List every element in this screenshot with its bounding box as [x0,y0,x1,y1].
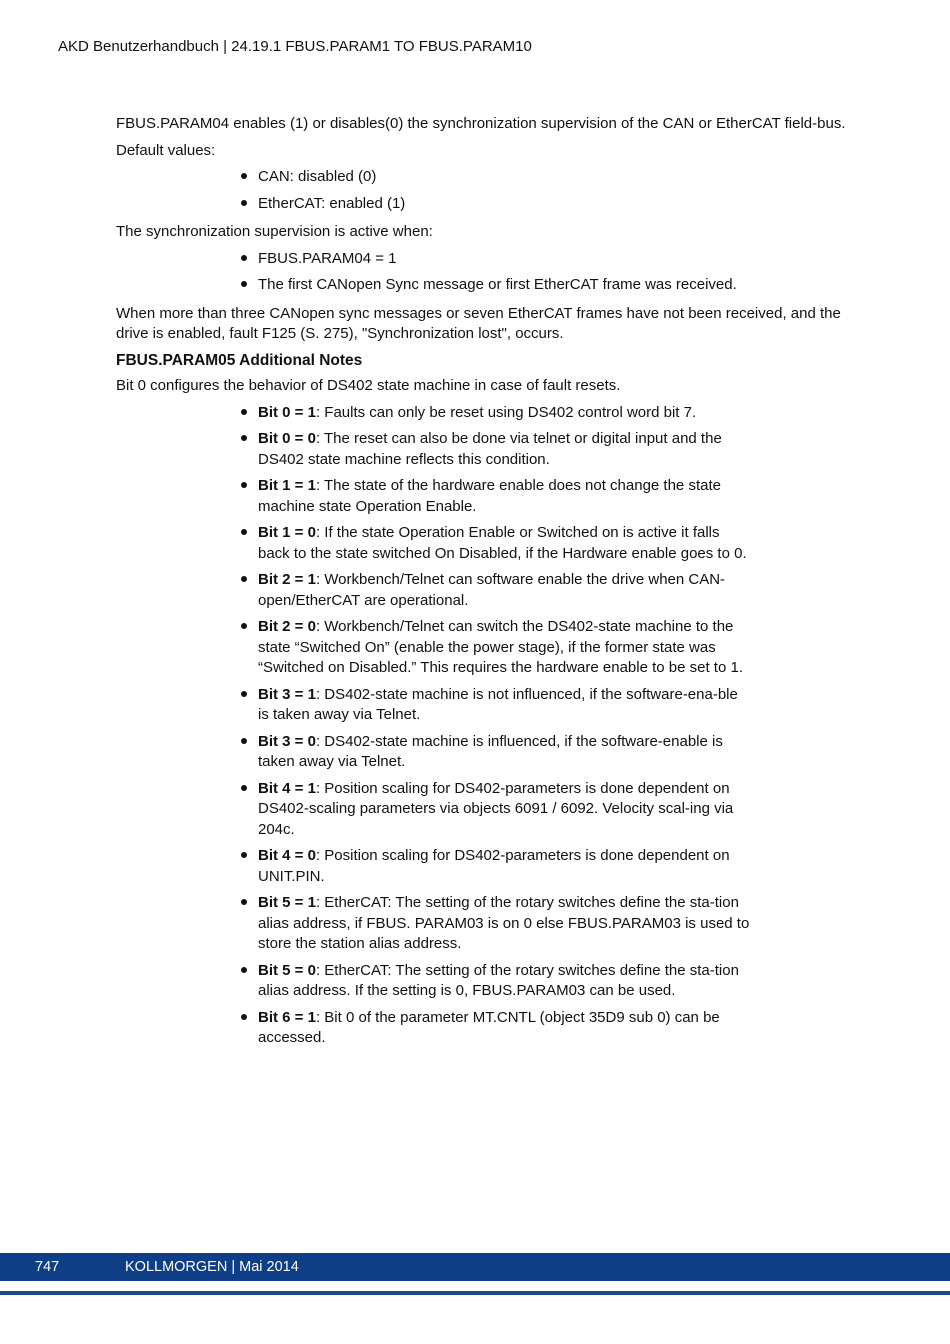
bit-description: : Bit 0 of the parameter MT.CNTL (object 35D9 sub 0) can be accessed. [258,1008,720,1046]
bit-label: Bit 3 = 1 [258,685,316,703]
bullet-icon [241,899,247,905]
bit-label: Bit 2 = 1 [258,571,316,588]
bit-label: Bit 6 = 1 [258,1008,316,1026]
bit-label: Bit 0 = 0 [258,430,316,447]
bullet-icon [241,435,247,441]
bit-label: Bit 1 = 0 [258,524,316,541]
bullet-icon [241,576,247,582]
bullet-icon [241,1014,247,1020]
list-item [258,961,750,1002]
list-item: The first CANopen Sync message or first EtherCAT frame was received. [258,275,750,296]
intro-paragraph: FBUS.PARAM04 enables (1) or disables(0) the synchronization supervision of the CAN or EtherCAT field-bus. [116,115,846,132]
page-number: 747 [35,1259,60,1275]
bit-label: Bit 2 = 0 [258,618,316,635]
bit-label: Bit 3 = 0 [258,732,316,750]
bullet-icon [241,785,247,791]
bit-description: : EtherCAT: The setting of the rotary switches define the sta-tion alias address. If the setting is 0, FBUS.PARAM03 can be used. [258,961,739,999]
bit-description: : The state of the hardware enable does not change the state machine state Operation Enable. [258,477,721,515]
defaults-list [116,167,750,214]
bit-label: Bit 4 = 1 [258,779,316,797]
fault-paragraph: When more than three CANopen sync messages or seven EtherCAT frames have not been received, and the drive is enabled, fault F125 (S. 275), "Synchronization lost", occurs. [116,304,841,342]
bit-label: Bit 4 = 0 [258,847,316,864]
list-item [258,429,750,470]
list-item [258,570,750,611]
list-item: FBUS.PARAM04 = 1 [258,249,750,270]
list-item [258,403,750,424]
defaults-label: Default values: [116,141,216,159]
bit-label: Bit 5 = 0 [258,961,316,979]
bullet-icon [241,173,247,179]
list-item [258,779,750,841]
list-item [258,732,750,773]
active-conditions-list [116,249,750,296]
bullet-icon [241,200,247,206]
bullet-icon [241,623,247,629]
bullet-icon [241,255,247,261]
document-body [116,114,846,1057]
bullet-icon [241,691,247,697]
bit-description: : Position scaling for DS402-parameters is done dependent on UNIT.PIN. [258,847,730,885]
bit-label: Bit 1 = 1 [258,477,316,494]
bit-description: : Workbench/Telnet can software enable the drive when CAN-open/EtherCAT are operational. [258,571,726,609]
list-item [258,523,750,564]
bit-description: : The reset can also be done via telnet or digital input and the DS402 state machine reflects this condition. [258,430,722,468]
bit-description: : DS402-state machine is influenced, if the software-enable is taken away via Telnet. [258,732,723,770]
bit-description: : EtherCAT: The setting of the rotary switches define the sta-tion alias address, if FBUS. PARAM03 is on 0 else FBUS.PARAM03 is used to store the station alias address. [258,894,750,952]
footer-bar [0,1253,950,1281]
list-item [258,1008,750,1049]
footer-divider [0,1291,950,1295]
bits-list [116,403,750,1049]
bit-label: Bit 5 = 1 [258,894,316,911]
active-label: The synchronization supervision is active when: [116,223,433,240]
bit-description: : If the state Operation Enable or Switched on is active it falls back to the state switched On Disabled, if the Hardware enable goes to 0. [258,524,747,562]
page-header: AKD Benutzerhandbuch | 24.19.1 FBUS.PARAM1 TO FBUS.PARAM10 [58,38,532,55]
bit-description: : DS402-state machine is not influenced, if the software-ena-ble is taken away via Telnet. [258,685,738,723]
bullet-icon [241,738,247,744]
bullet-icon [241,281,247,287]
list-item [258,685,750,726]
bullet-icon [241,852,247,858]
bullet-icon [241,482,247,488]
footer-brand: KOLLMORGEN | Mai 2014 [125,1259,299,1275]
bullet-icon [241,409,247,415]
list-item [258,846,750,887]
list-item: EtherCAT: enabled (1) [258,194,750,215]
bit-description: : Position scaling for DS402-parameters is done dependent on DS402-scaling parameters via objects 6091 / 6092. Velocity scal-ing via 204c. [258,779,734,838]
bullet-icon [241,967,247,973]
section-heading: FBUS.PARAM05 Additional Notes [116,351,363,369]
list-item [258,476,750,517]
bit-description: : Workbench/Telnet can switch the DS402-state machine to the state “Switched On” (enable the power stage), if the former state was “Switched on Disabled.” This requires the hardware enable to be set to 1. [258,618,743,676]
bit-description: : Faults can only be reset using DS402 control word bit 7. [315,403,697,421]
bit-label: Bit 0 = 1 [258,403,316,421]
list-item [258,617,750,679]
list-item: CAN: disabled (0) [258,167,750,188]
bullet-icon [241,529,247,535]
section-intro: Bit 0 configures the behavior of DS402 state machine in case of fault resets. [116,377,621,394]
list-item [258,893,750,955]
